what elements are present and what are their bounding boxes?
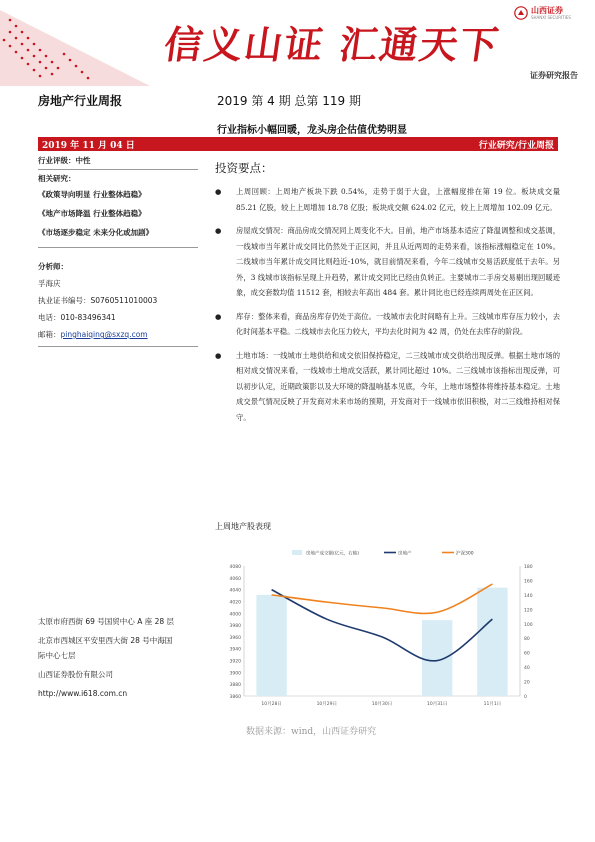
website-link[interactable]: http://www.i618.com.cn bbox=[38, 689, 128, 698]
volume-bar bbox=[256, 595, 286, 696]
left-tick-label: 4080 bbox=[229, 565, 241, 570]
address-beijing: 北京市西城区平安里西大街 28 号中海国 bbox=[38, 636, 173, 645]
main-content bbox=[215, 160, 560, 433]
report-issue: 2019 第 4 期 总第 119 期 bbox=[217, 94, 361, 108]
performance-chart bbox=[222, 544, 542, 719]
left-tick-label: 3960 bbox=[229, 635, 241, 641]
left-tick-label: 4040 bbox=[229, 588, 241, 594]
right-tick-label: 100 bbox=[524, 622, 533, 628]
left-tick-label: 3940 bbox=[229, 647, 241, 653]
right-tick-label: 60 bbox=[524, 651, 530, 657]
related-label: 相关研究： bbox=[38, 174, 76, 183]
address-taiyuan: 太原市府西街 69 号国贸中心 A 座 28 层 bbox=[38, 617, 175, 626]
industry-rating: 行业评级：中性 bbox=[38, 156, 91, 165]
chart-title: 上周地产股表现 bbox=[215, 522, 271, 531]
paragraph-text: 土地市场：一线城市土地供给和成交依旧保持稳定，二三线城市成交供给出现反弹。根据土地市场的相对成交情况来看，一线城市土地成交活跃，累计同比超过 10%。二三线城市该指标出现反弹，可以初步认定，近期政策影以及大环境的降温响基本见底，今年，上地市场整体将维持基本稳定。土地成交景气情况反映了开发商对未来市场的预期，开发商对于一线城市依旧积极，对二三线维持相对保守。 bbox=[236, 350, 560, 422]
legend-swatch bbox=[292, 550, 302, 555]
volume-bar bbox=[422, 620, 452, 696]
x-tick-label: 10月30日 bbox=[371, 702, 393, 707]
x-tick-label: 10月31日 bbox=[426, 702, 448, 707]
summary-paragraph bbox=[215, 309, 560, 340]
legend-label: 房地产 bbox=[398, 551, 412, 557]
right-tick-label: 140 bbox=[524, 593, 533, 599]
banner-pattern-graphic bbox=[0, 0, 150, 86]
email-row bbox=[38, 330, 198, 340]
bullet-icon: ● bbox=[215, 226, 222, 235]
related-report-link[interactable]: 《市场逐步稳定 未来分化或加剧》 bbox=[38, 228, 154, 237]
left-tick-label: 3920 bbox=[229, 659, 241, 665]
phone: 电话：010-83496341 bbox=[38, 313, 116, 322]
x-tick-label: 10月29日 bbox=[316, 702, 338, 707]
divider bbox=[38, 247, 198, 248]
title-row bbox=[38, 92, 558, 112]
related-report-link[interactable]: 《政策导向明显 行业整体趋稳》 bbox=[38, 190, 146, 199]
paragraph-text: 上周回顾：上周地产板块下跌 0.54%，走势于弱于大盘，上涨幅度排在第 19 位。板块成交量 85.21 亿股，较上上周增加 18.78 亿股；板块成交额 624.02 亿元，较上上周增加 102.09 亿元。 bbox=[236, 187, 560, 212]
report-date: 2019 年 11 月 04 日 bbox=[42, 141, 135, 151]
company-logo bbox=[514, 6, 571, 20]
x-tick-label: 10月28日 bbox=[261, 702, 282, 707]
paragraph-text: 房屋成交情况：商品房成交情况同上周变化不大。目前，地产市场基本适应了降温调整和成交基调，一线城市当年累计成交同比仍然处于正区间，并且从近两周的走势来看，该指标涨幅稳定在 10%。二线城市当年累计成交同比则趋近-10%，就目前情况来看，今年二线城市交易活跃度低于去年。另外，3 线城市该指标呈现上升趋势，累计成交同比已经由负转正。主要城市二手房交易剔出现回暖迹象，成交套数均值 11512 套，相较去年高出 484 套。累计同比也已经连续两周处在正区间。 bbox=[236, 226, 560, 297]
x-tick-label: 11月1日 bbox=[483, 702, 502, 707]
left-tick-label: 3880 bbox=[229, 683, 241, 689]
company-name: 山西证券股份有限公司 bbox=[38, 670, 113, 679]
related-report-link[interactable]: 《地产市场降温 行业整体趋稳》 bbox=[38, 209, 146, 218]
left-tick-label: 4020 bbox=[229, 600, 241, 606]
address-block bbox=[38, 614, 198, 701]
header-banner bbox=[0, 0, 595, 86]
cert-number: 执业证书编号：S0760511010003 bbox=[38, 296, 158, 305]
report-type: 证券研究报告 bbox=[530, 71, 578, 80]
bullet-icon: ● bbox=[215, 187, 222, 196]
email-link[interactable]: pinghaiqing@sxzq.com bbox=[60, 330, 148, 339]
right-tick-label: 80 bbox=[524, 637, 530, 643]
legend-label: 沪深300 bbox=[456, 551, 474, 557]
bullet-icon: ● bbox=[215, 311, 222, 321]
paragraph-text: 库存：整体来看，商品房库存仍处于高位。一线城市去化时间略有上升。三线城市库存压力较小，去化时间基本平稳。二线城市去化压力较大，平均去化时间为 42 周，仍处在去库存的阶段。 bbox=[236, 311, 560, 336]
divider bbox=[38, 346, 198, 347]
logo-name: 山西证券 bbox=[531, 6, 563, 15]
right-tick-label: 40 bbox=[524, 666, 530, 672]
data-source: 数据来源：wind，山西证券研究 bbox=[246, 727, 377, 737]
sidebar bbox=[38, 156, 198, 351]
chart-container bbox=[222, 544, 542, 719]
property-index-line bbox=[272, 590, 493, 661]
legend-label: 房地产成交额(亿元，右轴) bbox=[306, 551, 360, 557]
left-tick-label: 3980 bbox=[229, 624, 241, 630]
right-tick-label: 180 bbox=[524, 565, 533, 570]
right-tick-label: 120 bbox=[524, 608, 533, 614]
analyst-name: 孚海庆 bbox=[38, 279, 61, 288]
logo-mark-icon bbox=[514, 6, 528, 20]
left-tick-label: 4060 bbox=[229, 576, 241, 582]
divider bbox=[38, 169, 198, 170]
report-category: 行业研究/行业周报 bbox=[478, 141, 554, 151]
logo-name-en: SHANXI SECURITIES bbox=[531, 15, 571, 20]
summary-paragraph bbox=[215, 223, 560, 301]
right-tick-label: 20 bbox=[524, 680, 530, 686]
left-tick-label: 3860 bbox=[229, 695, 241, 700]
analyst-label: 分析师： bbox=[38, 262, 68, 271]
summary-paragraph bbox=[215, 184, 560, 215]
report-title: 房地产行业周报 bbox=[38, 94, 123, 108]
left-tick-label: 3900 bbox=[229, 671, 241, 677]
volume-bar bbox=[477, 588, 507, 696]
summary-paragraph bbox=[215, 348, 560, 426]
report-subtitle: 行业指标小幅回暖，龙头房企估值优势明显 bbox=[217, 125, 407, 136]
bullet-icon: ● bbox=[215, 350, 222, 360]
header-slogan: 信义山证 汇通天下 bbox=[161, 22, 503, 67]
right-tick-label: 0 bbox=[524, 695, 527, 700]
section-heading: 投资要点： bbox=[215, 161, 273, 175]
right-tick-label: 160 bbox=[524, 579, 533, 585]
address-beijing-cont: 际中心七层 bbox=[38, 651, 76, 660]
date-bar bbox=[38, 137, 558, 151]
email-label: 邮箱： bbox=[38, 330, 61, 339]
left-tick-label: 4000 bbox=[229, 612, 241, 618]
